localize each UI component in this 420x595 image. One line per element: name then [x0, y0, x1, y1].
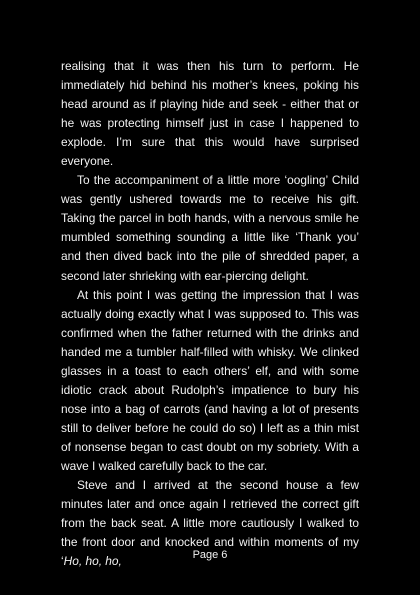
paragraph-text: At this point I was getting the impression that I was actually doing exactly what I was supposed to. This was confirmed when the father returned with the drinks and handed me a tumbler half-filled with whisky. We clinked glasses in a toast to each others’ elf, and with some idiotic crack about Rudolph’s impatience to bury his nose into a bag of carrots (and having a lot of presents still to deliver before he could do so) I left as a thin mist of nonsense began to cast doubt on my sobriety. With a wave I walked carefully back to the car.: [61, 287, 359, 473]
page-number: Page 6: [192, 549, 228, 561]
paragraph: [61, 171, 359, 285]
paragraph-text: realising that it was then his turn to perform. He immediately hid behind his mother’s knees, poking his head around as if playing hide and seek - either that or he was protecting himself just in case I happened to explode. I’m sure that this would have surprised everyone.: [61, 59, 359, 169]
italic-text: Ho, ho, ho,: [63, 554, 122, 569]
body-text: [61, 57, 359, 571]
paragraph-text: Steve and I arrived at the second house a few minutes later and once again I retrieved the correct gift from the back seat. A little more cautiously I walked to the front door and knocked and within moments of my ‘: [61, 478, 359, 569]
paragraph: [61, 57, 359, 171]
paragraph-text: To the accompaniment of a little more ‘oogling’ Child was gently ushered towards me to receive his gift. Taking the parcel in both hands, with a nervous smile he mumbled something sounding a little like ‘Thank you’ and then dived back into the pile of shredded paper, a second later shrieking with ear-piercing delight.: [61, 173, 359, 283]
paragraph: [61, 286, 359, 476]
